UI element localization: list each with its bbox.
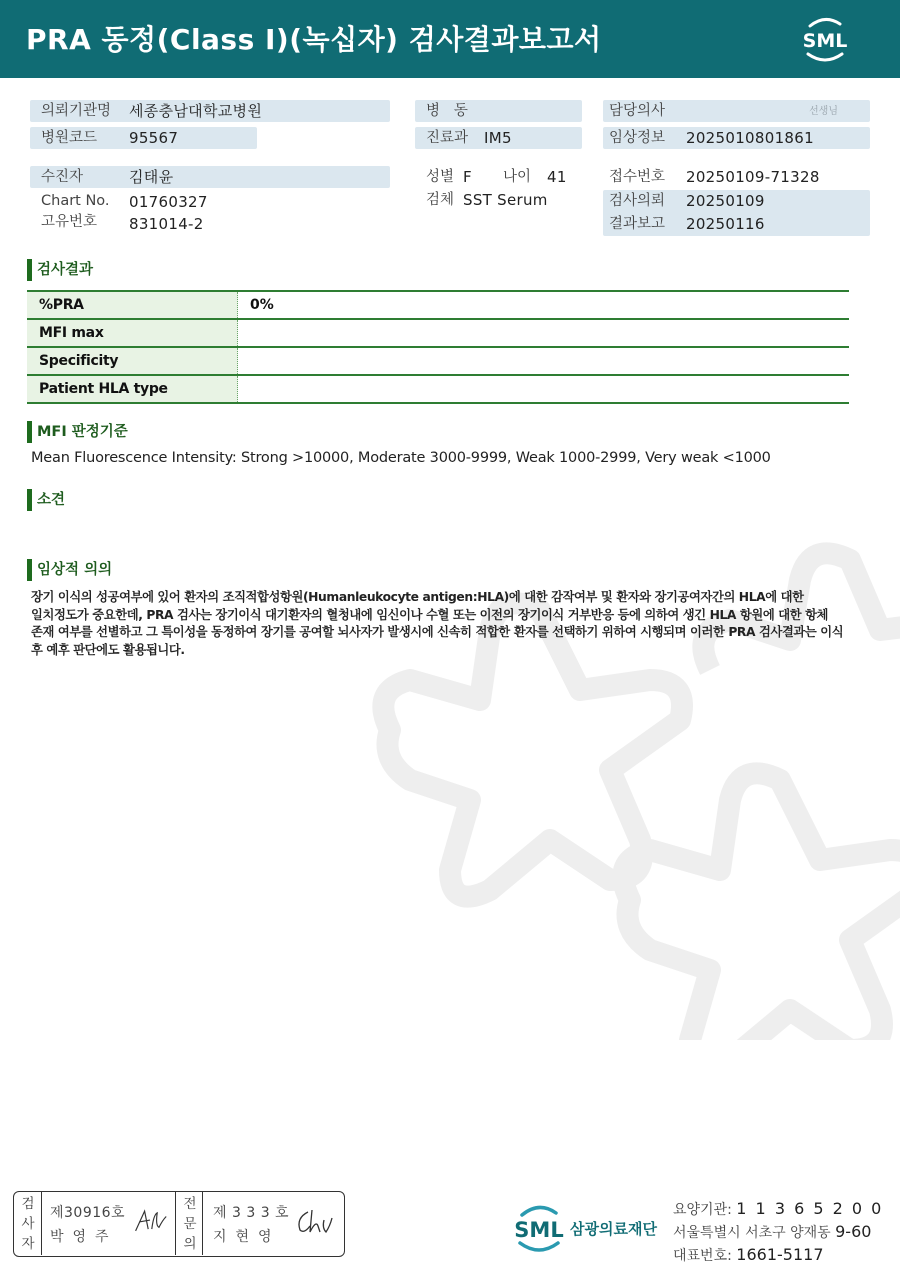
- request-value: 20250109: [686, 192, 765, 210]
- report-value: 20250116: [686, 215, 765, 233]
- care-label: 요양기관:: [673, 1202, 732, 1218]
- sex-value: F: [463, 168, 472, 186]
- receipt-value: 20250109-71328: [686, 168, 820, 186]
- phone-line: [673, 1245, 824, 1265]
- divider: [41, 1192, 42, 1255]
- specimen-label: 검체: [426, 192, 455, 208]
- unique-value: 831014-2: [129, 215, 204, 233]
- patient-value: 김태윤: [129, 168, 174, 186]
- clinical-significance-text: [31, 589, 851, 659]
- specialist-license: 제 3 3 3 호: [213, 1205, 290, 1221]
- sex-label: 성별: [426, 169, 455, 185]
- doctor-label: 담당의사: [609, 103, 666, 119]
- care-value: 1 1 3 6 5 2 0 0: [736, 1199, 884, 1218]
- specialist-name: 지현영: [213, 1229, 281, 1245]
- sml-logo-icon: [796, 12, 854, 66]
- receipt-label: 접수번호: [609, 169, 666, 185]
- age-label: 나이: [503, 169, 532, 185]
- phone-label: 대표번호:: [673, 1248, 732, 1264]
- footer-logo-text: SML: [514, 1218, 564, 1242]
- result-key-mfi-max: MFI max: [27, 320, 238, 346]
- tester-name: 박영주: [50, 1229, 118, 1245]
- hospital-code-label: 병원코드: [41, 130, 98, 146]
- request-label: 검사의뢰: [609, 193, 666, 209]
- institution-value: 세종충남대학교병원: [129, 102, 263, 120]
- table-row: [27, 376, 849, 404]
- specialist-label: 전 문 의: [183, 1196, 197, 1252]
- care-institution-line: [673, 1199, 883, 1219]
- result-value-pra: 0%: [250, 297, 274, 313]
- result-key-specificity: Specificity: [27, 348, 238, 374]
- report-header: [0, 0, 900, 78]
- logo-text: SML: [802, 30, 848, 52]
- age-value: 41: [547, 168, 567, 186]
- results-section-title: 검사결과: [27, 259, 93, 281]
- dept-label: 진료과: [426, 130, 469, 146]
- specialist-signature-icon: [294, 1206, 334, 1236]
- table-row: [27, 348, 849, 376]
- chart-value: 01760327: [129, 193, 208, 211]
- address-prefix: 서울특별시 서초구 양재동: [673, 1225, 831, 1241]
- clinical-info-value: 2025010801861: [686, 129, 814, 147]
- report-title: PRA 동정(Class I)(녹십자) 검사결과보고서: [26, 23, 602, 56]
- sml-footer-logo-icon: [508, 1199, 570, 1257]
- clinical-line: 장기 이식의 성공여부에 있어 환자의 조직적합성항원(Humanleukocyte antigen:HLA)에 대한 감작여부 및 환자와 장기공여자간의 HLA에 대한: [31, 590, 804, 604]
- clinical-line: 존재 여부를 선별하고 그 특이성을 동정하여 장기를 공여할 뇌사자가 발생시에 신속히 적합한 환자를 선택하기 위하여 시행되며 이러한 PRA 검사결과는 이식: [31, 625, 844, 639]
- result-key-pra: %PRA: [27, 292, 238, 318]
- tester-license: 제30916호: [50, 1205, 126, 1221]
- unique-label: 고유번호: [41, 214, 98, 230]
- phone-value: 1661-5117: [736, 1245, 824, 1264]
- hospital-code-value: 95567: [129, 129, 179, 147]
- clinical-section-title: 임상적 의의: [27, 559, 112, 581]
- patient-field: [30, 166, 390, 188]
- doctor-suffix: 선생님: [809, 106, 838, 117]
- tester-signature-icon: [132, 1206, 168, 1236]
- mfi-criteria-text: Mean Fluorescence Intensity: Strong >10000, Moderate 3000-9999, Weak 1000-2999, Very weak <1000: [31, 450, 771, 466]
- ward-label: 병 동: [426, 103, 468, 119]
- signature-box: [13, 1191, 345, 1257]
- result-key-hla-type: Patient HLA type: [27, 376, 238, 402]
- institution-label: 의뢰기관명: [41, 103, 112, 119]
- footer-org-name: 삼광의료재단: [570, 1220, 657, 1238]
- tester-label: 검 사 자: [21, 1196, 35, 1252]
- chart-label: Chart No.: [41, 193, 110, 209]
- table-row: [27, 292, 849, 320]
- mfi-section-title: MFI 판정기준: [27, 421, 128, 443]
- clinical-info-label: 임상정보: [609, 130, 666, 146]
- opinion-section-title: 소견: [27, 489, 65, 511]
- divider: [175, 1192, 176, 1255]
- clinical-line: 일치정도가 중요한데, PRA 검사는 장기이식 대기환자의 혈청내에 임신이나 수혈 또는 이전의 장기이식 거부반응 등에 의하여 생긴 HLA 항원에 대한 항체: [31, 607, 829, 622]
- clinical-line: 후 예후 판단에도 활용됩니다.: [31, 642, 185, 657]
- patient-label: 수진자: [41, 169, 84, 185]
- address-number: 9-60: [835, 1222, 872, 1241]
- results-table: [27, 290, 849, 404]
- specimen-value: SST Serum: [463, 191, 548, 209]
- table-row: [27, 320, 849, 348]
- divider: [202, 1192, 203, 1255]
- report-label: 결과보고: [609, 216, 666, 232]
- dept-value: IM5: [484, 129, 512, 147]
- address-line: [673, 1222, 871, 1242]
